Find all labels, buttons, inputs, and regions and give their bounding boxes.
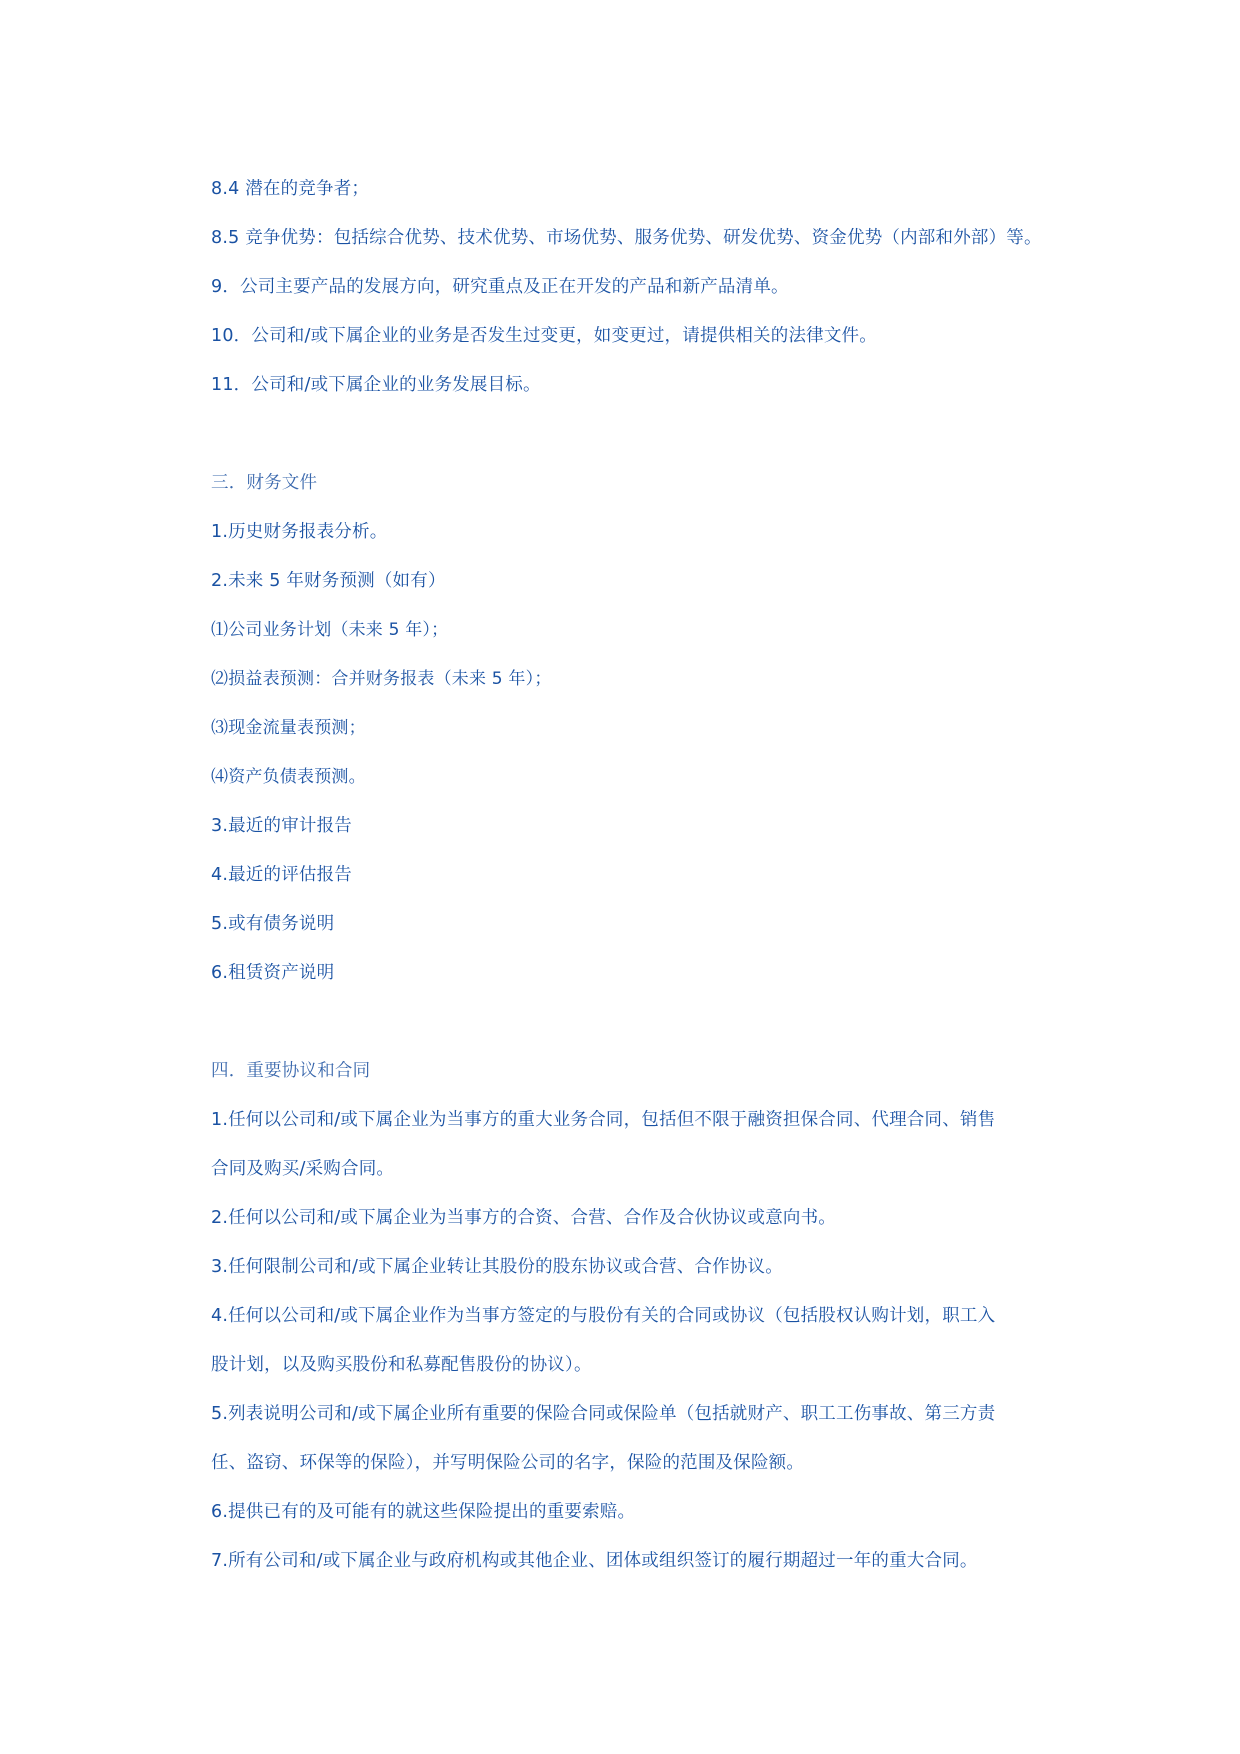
contract-item-6: 6.提供已有的及可能有的就这些保险提出的重要索赔。: [211, 1502, 636, 1522]
item-9: 9．公司主要产品的发展方向，研究重点及正在开发的产品和新产品清单。: [211, 277, 789, 297]
finance-item-6: 6.租赁资产说明: [211, 963, 335, 983]
contract-item-2: 2.任何以公司和/或下属企业为当事方的合资、合营、合作及合伙协议或意向书。: [211, 1208, 836, 1228]
contract-item-5-line-1: 5.列表说明公司和/或下属企业所有重要的保险合同或保险单（包括就财产、职工工伤事故、第三方责: [211, 1404, 996, 1424]
contract-item-5-line-2: 任、盗窃、环保等的保险），并写明保险公司的名字，保险的范围及保险额。: [211, 1453, 805, 1473]
contract-item-7: 7.所有公司和/或下属企业与政府机构或其他企业、团体或组织签订的履行期超过一年的重大合同。: [211, 1551, 978, 1571]
finance-subitem-1: ⑴公司业务计划（未来 5 年）；: [211, 620, 449, 640]
contract-item-1-line-1: 1.任何以公司和/或下属企业为当事方的重大业务合同，包括但不限于融资担保合同、代理合同、销售: [211, 1110, 996, 1130]
contract-item-1-line-2: 合同及购买/采购合同。: [211, 1159, 395, 1179]
finance-subitem-4: ⑷资产负债表预测。: [211, 767, 366, 787]
contract-item-4-line-1: 4.任何以公司和/或下属企业作为当事方签定的与股份有关的合同或协议（包括股权认购计划，职工入: [211, 1306, 996, 1326]
section-heading-contracts: 四．重要协议和合同: [211, 1061, 371, 1081]
finance-item-3: 3.最近的审计报告: [211, 816, 352, 836]
item-11: 11．公司和/或下属企业的业务发展目标。: [211, 375, 541, 395]
item-8-4: 8.4 潜在的竞争者；: [211, 179, 370, 199]
finance-item-4: 4.最近的评估报告: [211, 865, 352, 885]
finance-item-1: 1.历史财务报表分析。: [211, 522, 388, 542]
finance-subitem-3: ⑶现金流量表预测；: [211, 718, 366, 738]
contract-item-3: 3.任何限制公司和/或下属企业转让其股份的股东协议或合营、合作协议。: [211, 1257, 783, 1277]
contract-item-4-line-2: 股计划，以及购买股份和私募配售股份的协议）。: [211, 1355, 592, 1375]
finance-item-5: 5.或有债务说明: [211, 914, 335, 934]
finance-item-2: 2.未来 5 年财务预测（如有）: [211, 571, 446, 591]
item-10: 10．公司和/或下属企业的业务是否发生过变更，如变更过，请提供相关的法律文件。: [211, 326, 877, 346]
finance-subitem-2: ⑵损益表预测：合并财务报表（未来 5 年）；: [211, 669, 552, 689]
item-8-5: 8.5 竞争优势：包括综合优势、技术优势、市场优势、服务优势、研发优势、资金优势（内部和外部）等。: [211, 228, 1042, 248]
section-heading-finance: 三．财务文件: [211, 473, 318, 493]
